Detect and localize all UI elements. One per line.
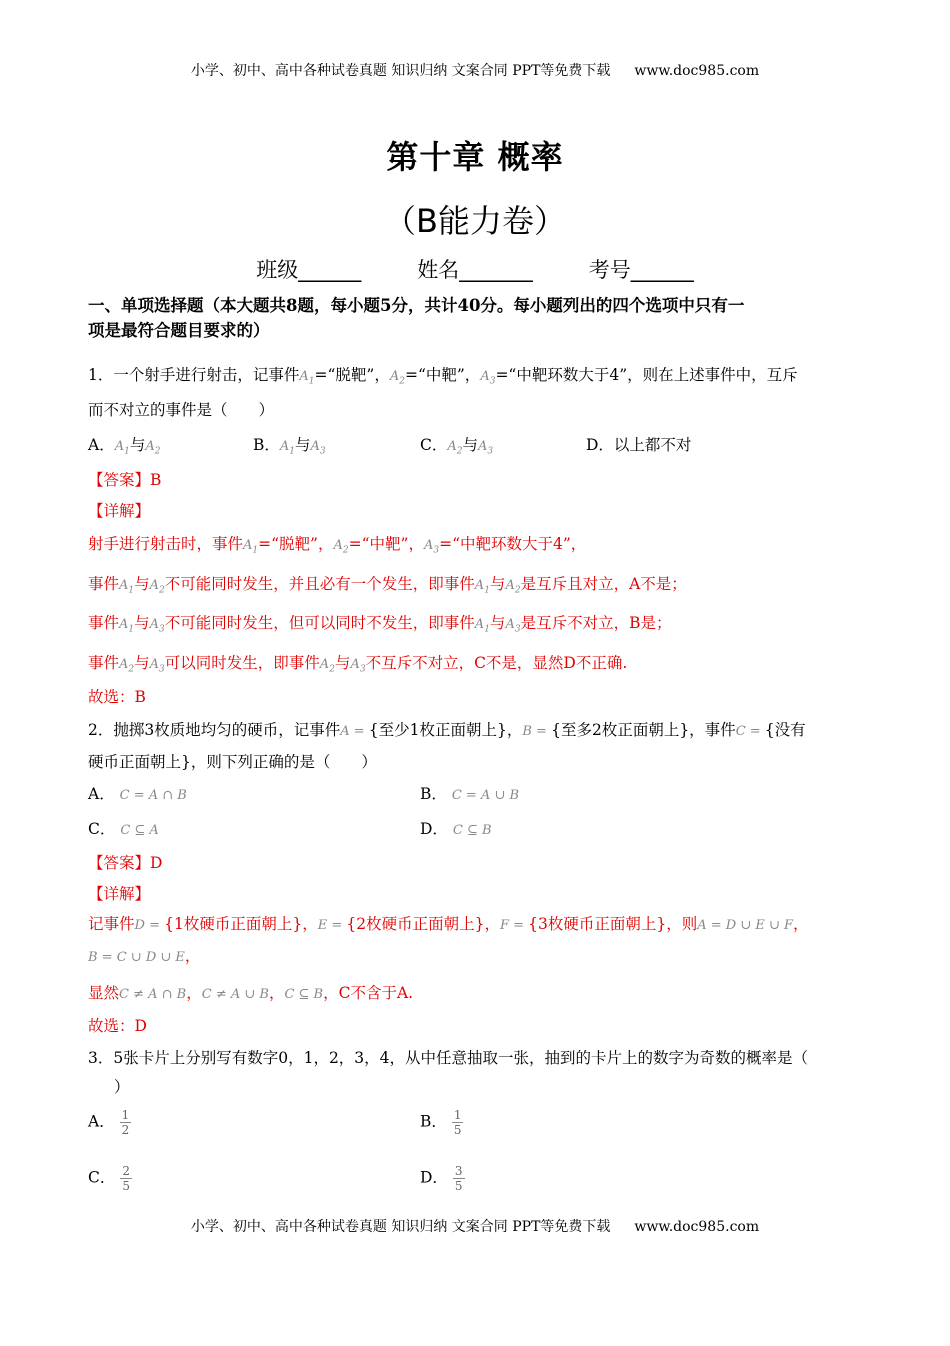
q2-option-a[interactable]: A． C = A ∩ B	[88, 785, 187, 803]
q1-detail-label: 【详解】	[88, 502, 151, 520]
q3-option-c[interactable]: C． $\frac{2}{5}$	[88, 1164, 130, 1193]
number-field[interactable]: 考号______	[588, 258, 694, 282]
q1-option-c[interactable]: C．$A_2$与$A_3$	[420, 436, 494, 457]
q2-option-c[interactable]: C． C ⊆ A	[88, 820, 159, 838]
page-footer	[0, 1216, 950, 1236]
q3-stem-line1: 3．5张卡片上分别写有数字0，1，2，3，4，从中任意抽取一张，抽到的卡片上的数字为奇数的概率是（	[88, 1049, 809, 1067]
fraction: $\frac{1}{2}$	[121, 1108, 130, 1137]
header-site[interactable]: www.doc985.com	[634, 63, 760, 79]
q1-option-d[interactable]: D．以上都不对	[586, 436, 692, 454]
q2-stem-line1: 2．抛掷3枚质地均匀的硬币，记事件A = {至少1枚正面朝上}，B = {至多2枚正面朝上}，事件C = {没有	[88, 721, 806, 739]
q2-explain-3: 显然C ≠ A ∩ B，C ≠ A ∪ B，C ⊆ B，C不含于A.	[88, 984, 414, 1002]
page-header	[0, 60, 950, 80]
fraction: $\frac{1}{5}$	[453, 1108, 462, 1137]
q2-detail-label: 【详解】	[88, 885, 151, 903]
chapter-title: 第十章 概率	[386, 138, 564, 176]
q1-explain-1: 射手进行射击时，事件$A_1=“$脱靶”，$A_2=“$中靶”，$A_3=“$中靶环数大于4”，	[88, 535, 587, 556]
class-field[interactable]: 班级______	[256, 258, 362, 282]
fraction: $\frac{2}{5}$	[122, 1164, 130, 1193]
q2-stem-line2: 硬币正面朝上}，则下列正确的是（ ）	[88, 753, 377, 771]
q2-answer: 【答案】D	[88, 854, 163, 872]
math-A1: $A_1$	[299, 369, 315, 387]
section-heading-line1: 一、单项选择题（本大题共8题，每小题5分，共计40分。每小题列出的四个选项中只有一	[88, 296, 745, 315]
q1-explain-3: 事件$A_1$与$A_3$不可能同时发生，但可以同时不发生，即事件$A_1$与$A_3$是互斥不对立，B是；	[88, 614, 672, 635]
footer-text: 小学、初中、高中各种试卷真题 知识归纳 文案合同 PPT等免费下载	[190, 1219, 611, 1235]
q1-stem-line1: 1．一个射手进行射击，记事件$A_1=“$脱靶”，$A_2=“$中靶”，$A_3=“$中靶环数大于4”，则在上述事件中，互斥	[88, 366, 798, 387]
q3-option-b[interactable]: B． $\frac{1}{5}$	[420, 1108, 462, 1137]
fraction: $\frac{3}{5}$	[454, 1164, 463, 1193]
q3-stem-line2: ）	[114, 1078, 130, 1096]
math-A3: $A_3$	[480, 369, 496, 387]
name-field[interactable]: 姓名_______	[417, 258, 533, 282]
math-A2: $A_2$	[389, 369, 405, 387]
q2-explain-2: B = C ∪ D ∪ E，	[88, 947, 201, 965]
q1-stem-line2: 而不对立的事件是（ ）	[88, 401, 275, 419]
q2-option-b[interactable]: B． C = A ∪ B	[420, 785, 520, 803]
q2-choose: 故选：D	[88, 1017, 147, 1035]
student-info	[0, 254, 950, 284]
header-text: 小学、初中、高中各种试卷真题 知识归纳 文案合同 PPT等免费下载	[190, 63, 611, 79]
footer-site[interactable]: www.doc985.com	[634, 1219, 760, 1235]
q3-option-d[interactable]: D． $\frac{3}{5}$	[420, 1164, 463, 1193]
q1-option-a[interactable]: A．$A_1$与$A_2$	[88, 436, 161, 457]
q1-option-b[interactable]: B．$A_1$与$A_3$	[253, 436, 326, 457]
q1-answer: 【答案】B	[88, 471, 162, 489]
q1-explain-4: 事件$A_2$与$A_3$可以同时发生，即事件$A_2$与$A_3$不互斥不对立，C不是，显然D不正确.	[88, 654, 628, 675]
q1-choose: 故选：B	[88, 688, 146, 706]
chapter-subtitle: （B能力卷）	[384, 202, 566, 240]
section-heading-line2: 项是最符合题目要求的）	[88, 321, 270, 340]
q3-option-a[interactable]: A． $\frac{1}{2}$	[88, 1108, 130, 1137]
q2-explain-1: 记事件D = {1枚硬币正面朝上}，E = {2枚硬币正面朝上}，F = {3枚硬币正面朝上}，则A = D ∪ E ∪ F，	[88, 915, 809, 933]
q1-explain-2: 事件$A_1$与$A_2$不可能同时发生，并且必有一个发生，即事件$A_1$与$A_2$是互斥且对立，A不是；	[88, 575, 687, 596]
q2-option-d[interactable]: D． C ⊆ B	[420, 820, 492, 838]
